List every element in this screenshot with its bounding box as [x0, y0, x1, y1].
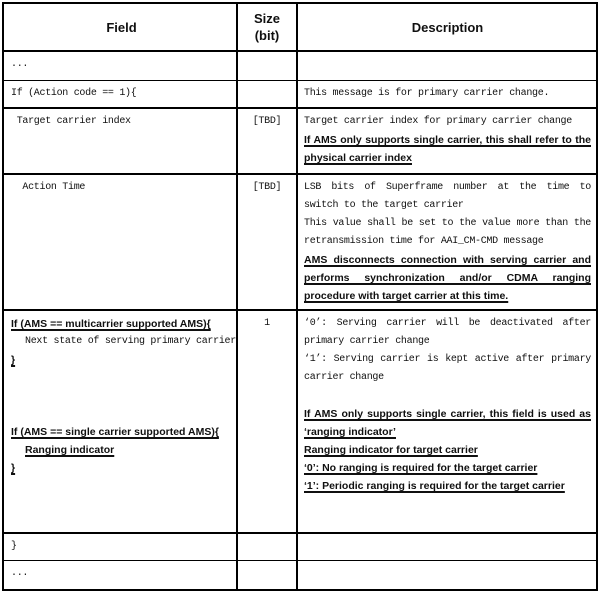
field-line: } — [11, 354, 16, 366]
field-cell — [4, 175, 238, 309]
description-line: This message is for primary carrier change. — [304, 88, 550, 99]
table-header-row — [4, 4, 596, 52]
blank-line — [11, 405, 232, 423]
description-line: LSB bits of Superframe number at the time to switch to the target carrier — [304, 182, 591, 211]
size-value: [TBD] — [252, 116, 282, 127]
header-cell-field — [4, 4, 238, 50]
field-line: Next state of serving primary carrier — [25, 336, 236, 347]
table-row — [4, 534, 596, 561]
field-line: Action Time — [11, 182, 86, 193]
field-line: If (AMS == single carrier supported AMS){ — [11, 426, 219, 438]
table-row — [4, 52, 596, 81]
description-line: ‘0’: Serving carrier will be deactivated after primary carrier change — [304, 318, 591, 347]
header-cell-description — [298, 4, 596, 50]
field-cell — [4, 109, 238, 173]
description-cell — [298, 109, 596, 173]
description-cell — [298, 561, 596, 589]
blank-line — [11, 369, 232, 387]
size-cell — [238, 175, 298, 309]
header-label-size: Size — [253, 11, 280, 26]
header-label-description: Description — [411, 19, 484, 35]
table-row — [4, 81, 596, 109]
size-value: [TBD] — [252, 182, 282, 193]
description-cell — [298, 52, 596, 80]
field-line: Ranging indicator — [25, 444, 115, 456]
field-line: Target carrier index — [11, 116, 131, 127]
description-cell — [298, 311, 596, 532]
blank-line — [11, 387, 232, 405]
field-line: } — [11, 541, 17, 552]
header-label-size-unit: (bit) — [254, 28, 280, 43]
size-cell — [238, 81, 298, 107]
table-row — [4, 109, 596, 175]
description-line: AMS disconnects connection with serving carrier and performs synchronization and/or CDMA ranging procedure with target carrier at this time. — [304, 254, 591, 302]
description-line: Ranging indicator for target carrier — [304, 444, 478, 456]
header-label-field: Field — [106, 19, 137, 35]
description-line: Target carrier index for primary carrier change — [304, 116, 572, 127]
blank-line — [304, 387, 591, 405]
description-cell — [298, 534, 596, 560]
spec-table — [2, 2, 598, 591]
description-line: If AMS only supports single carrier, this shall refer to the physical carrier index — [304, 134, 591, 164]
field-cell — [4, 52, 238, 80]
size-cell — [238, 311, 298, 532]
size-cell — [238, 109, 298, 173]
description-line: This value shall be set to the value more than the retransmission time for AAI_CM-CMD message — [304, 218, 591, 247]
field-line: If (AMS == multicarrier supported AMS){ — [11, 318, 211, 330]
size-cell — [238, 534, 298, 560]
description-cell — [298, 81, 596, 107]
field-line: ... — [11, 59, 29, 70]
field-line: } — [11, 462, 16, 474]
description-line: ‘0’: No ranging is required for the target carrier — [304, 462, 538, 474]
field-cell — [4, 81, 238, 107]
field-cell — [4, 311, 238, 532]
size-cell — [238, 52, 298, 80]
description-line: ‘1’: Periodic ranging is required for the target carrier — [304, 480, 565, 492]
field-cell — [4, 561, 238, 589]
table-row — [4, 311, 596, 534]
description-cell — [298, 175, 596, 309]
field-line: If (Action code == 1){ — [11, 88, 137, 99]
table-row — [4, 175, 596, 311]
size-value: 1 — [264, 318, 270, 329]
description-line: If AMS only supports single carrier, this field is used as ‘ranging indicator’ — [304, 408, 591, 438]
field-cell — [4, 534, 238, 560]
field-line: ... — [11, 568, 29, 579]
description-line: ‘1’: Serving carrier is kept active after primary carrier change — [304, 354, 591, 383]
table-row — [4, 561, 596, 589]
size-cell — [238, 561, 298, 589]
header-cell-size — [238, 4, 298, 50]
